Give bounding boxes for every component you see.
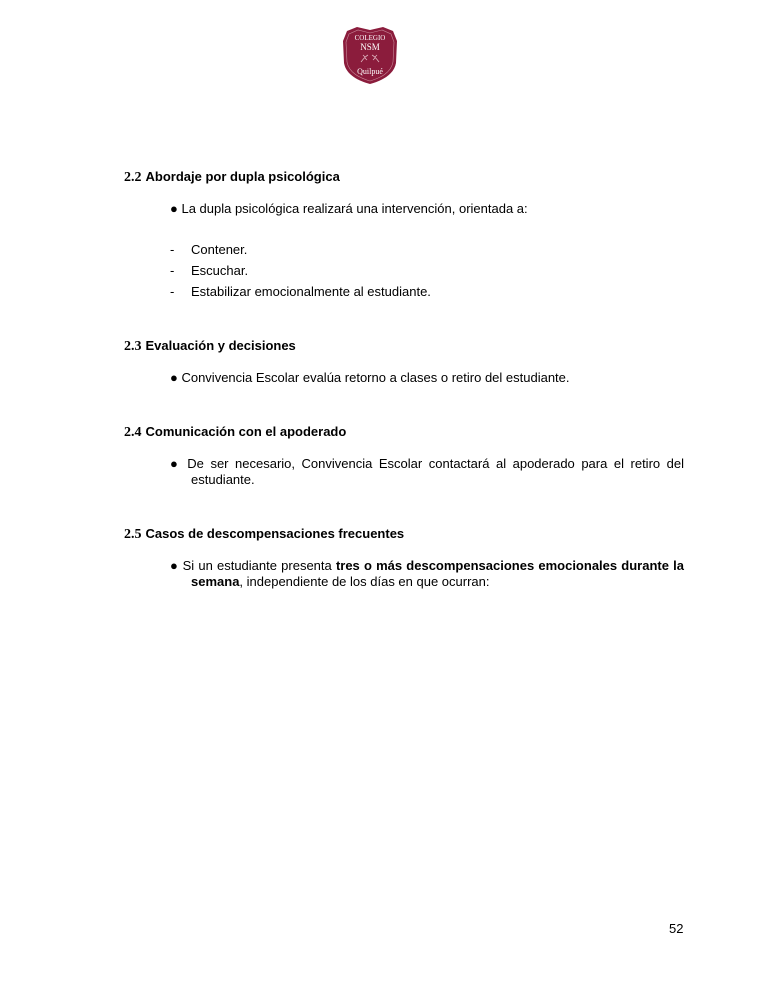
bullet-item bbox=[170, 558, 684, 574]
list-item-text: Escuchar. bbox=[191, 263, 249, 278]
list-item-text: Estabilizar emocionalmente al estudiante. bbox=[191, 284, 431, 299]
bullet-continuation bbox=[191, 574, 490, 590]
bullet-item: ● La dupla psicológica realizará una intervención, orientada a: bbox=[170, 201, 528, 216]
list-item bbox=[170, 242, 247, 258]
logo-line3: Quilpué bbox=[357, 67, 383, 76]
list-item bbox=[170, 263, 248, 279]
section-number: 2.5 bbox=[124, 527, 142, 542]
logo-line2: NSM bbox=[360, 42, 380, 52]
section-title: Comunicación con el apoderado bbox=[145, 424, 347, 439]
list-item bbox=[170, 284, 431, 300]
bullet-text: ● Si un estudiante presenta bbox=[170, 558, 336, 573]
dash-marker: - bbox=[170, 263, 175, 278]
section-2-5-heading bbox=[124, 526, 404, 543]
section-number: 2.2 bbox=[124, 170, 142, 185]
section-title: Abordaje por dupla psicológica bbox=[145, 169, 340, 184]
bullet-emphasis: semana bbox=[191, 574, 240, 589]
bullet-item: ● Convivencia Escolar evalúa retorno a clases o retiro del estudiante. bbox=[170, 370, 570, 385]
section-title: Evaluación y decisiones bbox=[145, 338, 296, 353]
school-logo bbox=[341, 25, 399, 85]
section-2-2-heading bbox=[124, 169, 340, 186]
bullet-item: ● De ser necesario, Convivencia Escolar contactará al apoderado para el retiro del bbox=[170, 456, 684, 471]
list-item-text: Contener. bbox=[191, 242, 248, 257]
dash-marker: - bbox=[170, 242, 175, 257]
section-2-3-heading bbox=[124, 338, 296, 355]
section-number: 2.4 bbox=[124, 425, 142, 440]
bullet-emphasis: tres o más descompensaciones emocionales durante la bbox=[335, 558, 684, 573]
section-2-4-heading bbox=[124, 424, 346, 441]
logo-line1: COLEGIO bbox=[354, 34, 386, 42]
section-number: 2.3 bbox=[124, 339, 142, 354]
section-title: Casos de descompensaciones frecuentes bbox=[145, 526, 405, 541]
dash-marker: - bbox=[170, 284, 175, 299]
bullet-text: , independiente de los días en que ocurran: bbox=[239, 574, 490, 589]
page-number: 52 bbox=[669, 921, 684, 936]
bullet-continuation: estudiante. bbox=[191, 472, 255, 487]
